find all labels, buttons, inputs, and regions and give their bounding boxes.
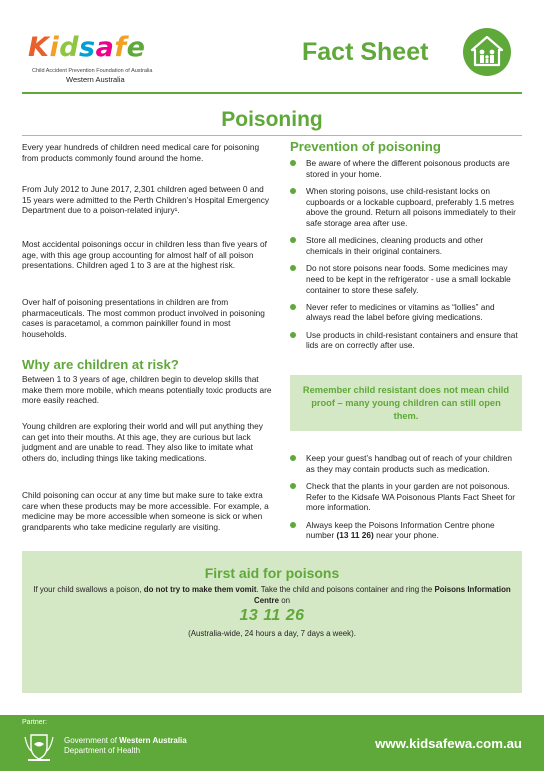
title-divider bbox=[22, 135, 522, 136]
prevention-list bbox=[290, 158, 522, 358]
intro-paragraph: Every year hundreds of children need medical care for poisoning from products commonly found around the home. bbox=[22, 142, 260, 163]
department-line: Department of Health bbox=[64, 746, 141, 755]
list-item: Do not store poisons near foods. Some medicines may need to be kept in the refrigerator - use a small lockable container to store these safely. bbox=[290, 263, 522, 295]
header-divider bbox=[22, 92, 522, 94]
poisons-phone-number: (13 11 26) bbox=[336, 530, 374, 541]
list-item: Always keep the Poisons Information Centre phone number (13 11 26) near your phone. bbox=[290, 520, 522, 541]
bullet-icon bbox=[290, 237, 296, 243]
bullet-icon bbox=[290, 332, 296, 338]
poisons-hotline-number: 13 11 26 bbox=[239, 607, 305, 624]
list-item: Check that the plants in your garden are not poisonous. Refer to the Kidsafe WA Poisonous Plants Fact Sheet for more information. bbox=[290, 481, 522, 513]
bullet-icon bbox=[290, 160, 296, 166]
mobility-paragraph: Between 1 to 3 years of age, children begin to develop skills that make them more mobile, which means potentially toxic products are more easily reached. bbox=[22, 374, 272, 406]
extra-care-paragraph: Child poisoning can occur at any time but make sure to take extra care when these products may be more accessible. For example, a medicine may be more accessible when someone is sick or when grandparents who take medicine regularly are visiting. bbox=[22, 490, 269, 533]
first-aid-text: If your child swallows a poison, do not try to make them vomit. Take the child and poisons container and ring the Poisons Information Centre on bbox=[33, 585, 511, 605]
logo-subtitle: Child Accident Prevention Foundation of Australia bbox=[32, 68, 153, 74]
bullet-icon bbox=[290, 455, 296, 461]
kidsafe-logo bbox=[22, 24, 172, 86]
list-item: Never refer to medicines or vitamins as “lollies” and always read the label before giving medications. bbox=[290, 302, 522, 323]
government-line: Government of Western Australia bbox=[64, 736, 187, 745]
callout-box bbox=[290, 375, 522, 431]
family-house-icon bbox=[463, 28, 511, 76]
list-item: Use products in child-resistant containers and ensure that lids are on correctly after use. bbox=[290, 330, 522, 351]
hotline-hours: (Australia-wide, 24 hours a day, 7 days a week). bbox=[188, 629, 356, 638]
exploring-paragraph: Young children are exploring their world and will put anything they can get into their mouths. At this age, they are curious but lack judgment and are unable to read. They also like to imitate what others do, including things like taking medications. bbox=[22, 421, 263, 464]
bullet-icon bbox=[290, 483, 296, 489]
prevention-heading: Prevention of poisoning bbox=[290, 139, 441, 154]
bullet-icon bbox=[290, 522, 296, 528]
page-title: Poisoning bbox=[221, 108, 323, 131]
list-item: Store all medicines, cleaning products and other chemicals in their original containers. bbox=[290, 235, 522, 256]
footer-bar bbox=[0, 715, 544, 771]
first-aid-title: First aid for poisons bbox=[204, 565, 340, 581]
callout-text: Remember child resistant does not mean child proof – many young children can still open them. bbox=[302, 385, 510, 421]
bullet-icon bbox=[290, 304, 296, 310]
website-link[interactable]: www.kidsafewa.com.au bbox=[375, 736, 522, 751]
bullet-icon bbox=[290, 265, 296, 271]
list-item: When storing poisons, use child-resistant locks on cupboards or a lockable cupboard, preferably 1.5 metres above the ground. Return all poisons immediately to their safe storage area after use. bbox=[290, 186, 522, 229]
list-item: Be aware of where the different poisonous products are stored in your home. bbox=[290, 158, 522, 179]
first-aid-box bbox=[22, 551, 522, 693]
list-item: Keep your guest’s handbag out of reach of your children as they may contain products such as medication. bbox=[290, 453, 522, 474]
risk-heading: Why are children at risk? bbox=[22, 357, 179, 372]
wa-crest-icon bbox=[22, 729, 56, 763]
bullet-icon bbox=[290, 188, 296, 194]
statistics-paragraph: From July 2012 to June 2017, 2,301 children aged between 0 and 15 years were admitted to the Perth Children’s Hospital Emergency Department due to a poison-related injury¹. bbox=[22, 184, 270, 216]
prevention-list-2 bbox=[290, 453, 522, 547]
fact-sheet-title: Fact Sheet bbox=[302, 38, 429, 66]
logo-region: Western Australia bbox=[66, 75, 125, 84]
logo-wordmark: Kidsafe bbox=[28, 32, 146, 63]
age-risk-paragraph: Most accidental poisonings occur in children less than five years of age, with this age group accounting for almost half of all poison presentations. Children aged 1 to 3 are at the highest risk. bbox=[22, 239, 267, 271]
partner-label: Partner: bbox=[22, 719, 47, 726]
pharmaceuticals-paragraph: Over half of poisoning presentations in children are from pharmaceuticals. The most common product involved in poisoning cases is paracetamol, a common painkiller found in most households. bbox=[22, 297, 265, 340]
